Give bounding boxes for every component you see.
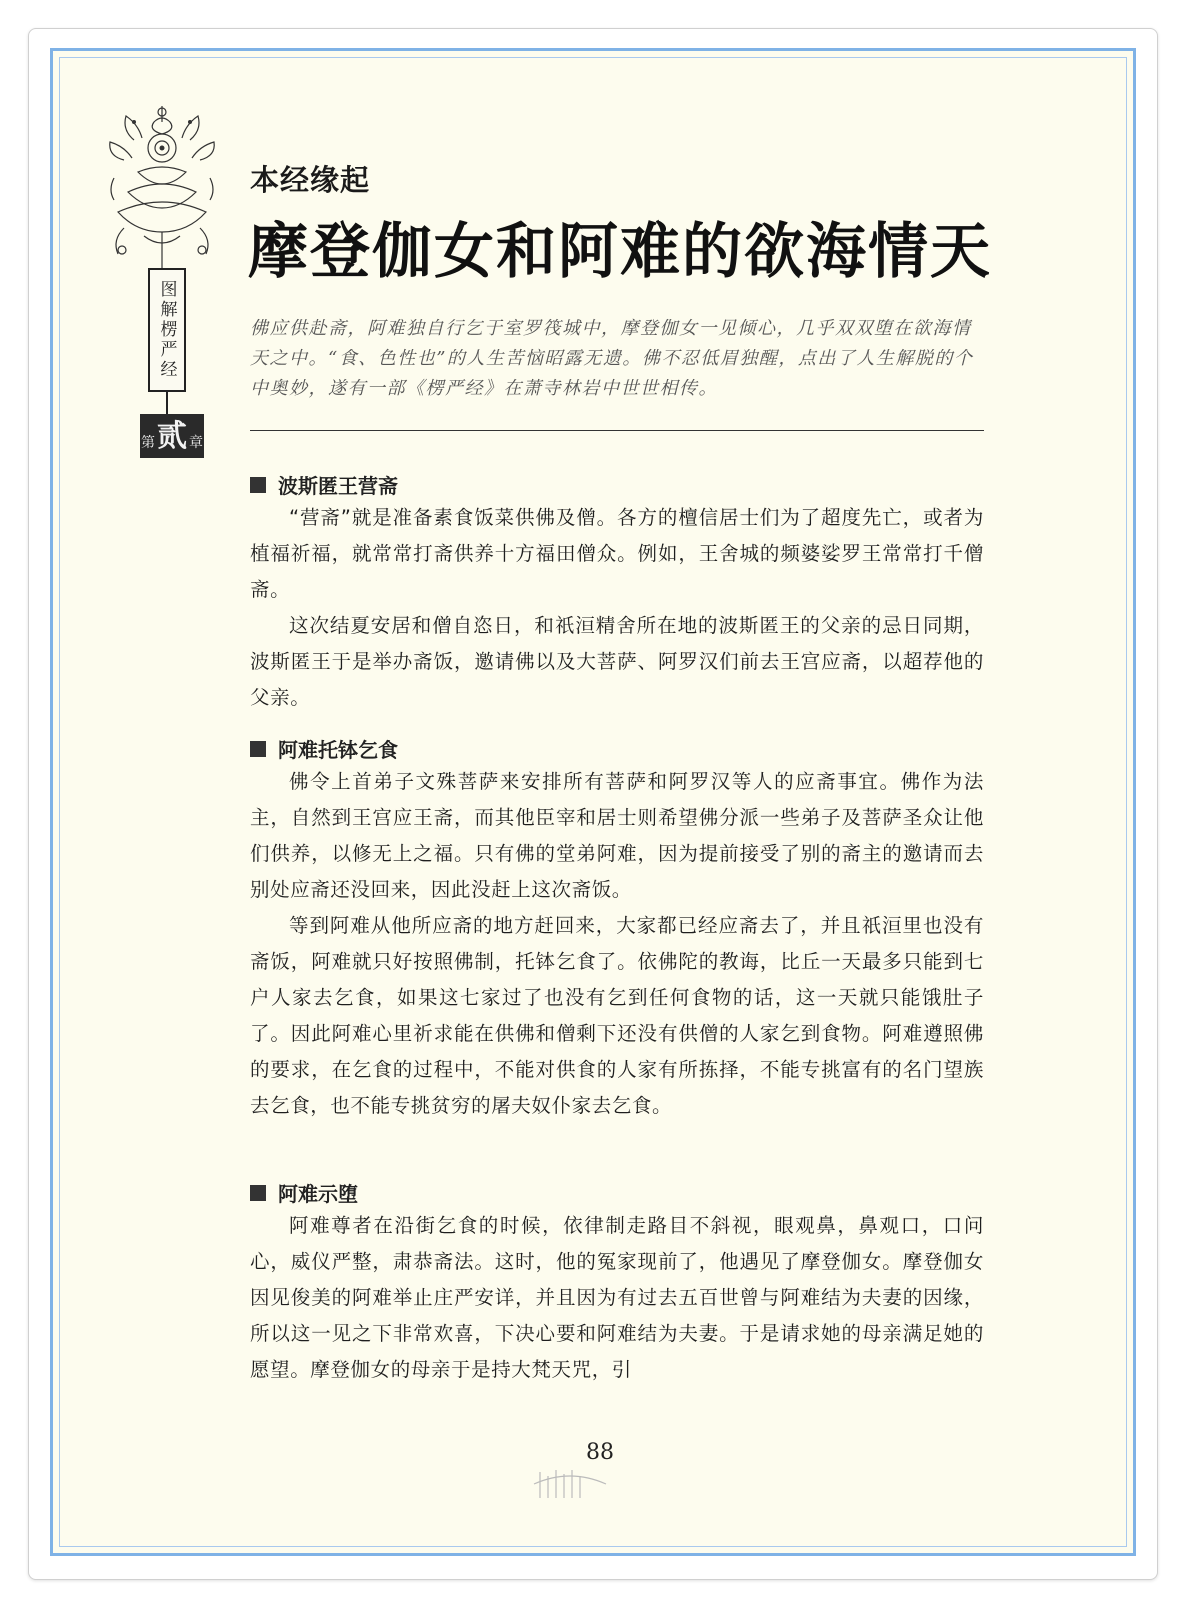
divider-rule [250,430,984,431]
body-paragraph: “营斋”就是准备素食饭菜供佛及僧。各方的檀信居士们为了超度先亡，或者为植福祈福，就常常打斋供养十方福田僧众。例如，王舍城的频婆娑罗王常常打千僧斋。 [250,506,984,601]
page-title: 摩登伽女和阿难的欲海情天 [248,217,992,287]
square-bullet-icon [250,477,266,493]
chapter-suffix: 章 [189,435,203,451]
body-paragraph: 等到阿难从他所应斋的地方赶回来，大家都已经应斋去了，并且祇洹里也没有斋饭，阿难就只好按照佛制，托钵乞食了。依佛陀的教诲，比丘一天最多只能到七户人家去乞食，如果这七家过了也没有乞到任何食物的话，这一天就只能饿肚子了。因此阿难心里祈求能在供佛和僧剩下还没有供僧的人家乞到食物。阿难遵照佛的要求，在乞食的过程中，不能对供食的人家有所拣择，不能专挑富有的名门望族去乞食，也不能专挑贫穷的屠夫奴仆家去乞食。 [250,914,984,1117]
chapter-number: 贰 [157,419,187,454]
chapter-prefix: 第 [141,435,155,451]
side-book-label [148,268,186,392]
body-paragraph: 佛令上首弟子文殊菩萨来安排所有菩萨和阿罗汉等人的应斋事宜。佛作为法主，自然到王宫应王斋，而其他臣宰和居士则希望佛分派一些弟子及菩萨圣众让他们供养，以修无上之福。只有佛的堂弟阿难，因为提前接受了别的斋主的邀请而去别处应斋还没回来，因此没赶上这次斋饭。 [250,770,984,901]
chapter-badge [140,414,204,458]
section-heading-text: 波斯匿王营斋 [278,474,398,498]
page-number: 88 [586,1440,614,1465]
side-book-label-text: 图解楞严经 [156,280,177,380]
body-paragraph: 阿难尊者在沿街乞食的时候，依律制走路目不斜视，眼观鼻，鼻观口，口问心，威仪严整，肃恭斋法。这时，他的冤家现前了，他遇见了摩登伽女。摩登伽女因见俊美的阿难举止庄严安详，并且因为有过去五百世曾与阿难结为夫妻的因缘，所以这一见之下非常欢喜，下决心要和阿难结为夫妻。于是请求她的母亲满足她的愿望。摩登伽女的母亲于是持大梵天咒，引 [250,1214,984,1381]
body-paragraph: 这次结夏安居和僧自恣日，和祇洹精舍所在地的波斯匿王的父亲的忌日同期，波斯匿王于是举办斋饭，邀请佛以及大菩萨、阿罗汉们前去王宫应斋，以超荐他的父亲。 [250,614,984,709]
side-connector-line [166,392,168,416]
section-heading-text: 阿难示堕 [278,1182,358,1206]
section-heading [250,734,398,763]
section-heading [250,1178,358,1207]
square-bullet-icon [250,741,266,757]
page-footer-ornament-icon [530,1464,610,1504]
square-bullet-icon [250,1185,266,1201]
intro-paragraph: 佛应供赴斋，阿难独自行乞于室罗筏城中，摩登伽女一见倾心，几乎双双堕在欲海情天之中。“食、色性也”的人生苦恼昭露无遗。佛不忍低眉独醒，点出了人生解脱的个中奥妙，遂有一部《楞严经》在萧寺林岩中世世相传。 [250,318,974,399]
section-heading [250,470,398,499]
section-heading-text: 阿难托钵乞食 [278,738,398,762]
section-kicker: 本经缘起 [250,163,371,197]
